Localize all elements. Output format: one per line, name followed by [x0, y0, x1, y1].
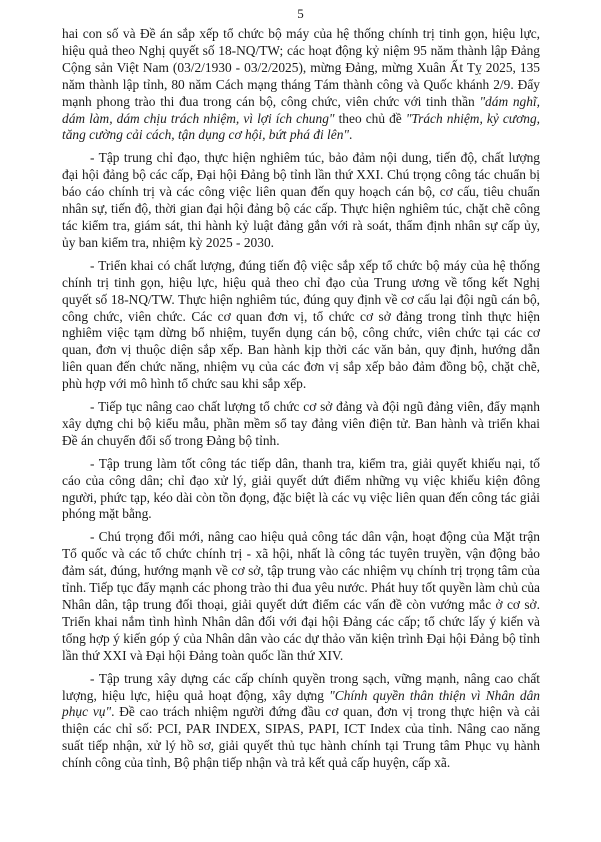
- page-number: 5: [297, 6, 304, 21]
- paragraph-mass-mobilization: - Chú trọng đổi mới, nâng cao hiệu quả công tác dân vận, hoạt động của Mặt trận Tổ quốc và các tổ chức chính trị - xã hội, nhất là công tác tuyên truyền, vận động bảo đảm sát, đúng, hướng mạnh về cơ sở, tập trung vào các nhiệm vụ chính trị trọng tâm của tỉnh. Tiếp tục đẩy mạnh các phong trào thi đua yêu nước. Phát huy tốt quyền làm chủ của Nhân dân, tập trung đối thoại, giải quyết dứt điểm các vấn đề còn vướng mắc ở cơ sở. Triển khai nắm tình hình Nhân dân đối với đại hội Đảng các cấp; tổ chức lấy ý kiến và tổng hợp ý kiến góp ý của Nhân dân vào các dự thảo văn kiện trình Đại hội Đảng bộ tỉnh lần thứ XXI và Đại hội Đảng toàn quốc lần thứ XIV.: [62, 529, 540, 663]
- document-body: [62, 26, 540, 778]
- paragraph-party-cells: - Tiếp tục nâng cao chất lượng tổ chức cơ sở đảng và đội ngũ đảng viên, đẩy mạnh xây dựng chi bộ kiểu mẫu, phần mềm sổ tay đảng viên điện tử. Ban hành và triển khai Đề án chuyển đổi số trong Đảng bộ tỉnh.: [62, 399, 540, 448]
- quoted-theme: "Trách nhiệm, kỷ cương, tăng cường cải cách, tận dụng cơ hội, bứt phá đi lên": [62, 110, 540, 143]
- paragraph-continuation: hai con số và Đề án sắp xếp tổ chức bộ máy của hệ thống chính trị tinh gọn, hiệu lực, hiệu quả theo Nghị quyết số 18-NQ/TW; các hoạt động kỷ niệm 95 năm thành lập Đảng Cộng sản Việt Nam (03/2/1930 - 03/2/2025), mừng Đảng, mừng Xuân Ất Tỵ 2025, 135 năm thành lập tỉnh, 80 năm Cách mạng tháng Tám thành công và Quốc khánh 2/9. Đẩy mạnh phong trào thi đua trong cán bộ, công chức, viên chức với tinh thần "dám nghĩ, dám làm, dám chịu trách nhiệm, vì lợi ích chung" theo chủ đề "Trách nhiệm, kỷ cương, tăng cường cải cách, tận dụng cơ hội, bứt phá đi lên".: [62, 26, 540, 143]
- paragraph-citizen-reception: - Tập trung làm tốt công tác tiếp dân, thanh tra, kiểm tra, giải quyết khiếu nại, tố cáo của công dân; chỉ đạo xử lý, giải quyết dứt điểm những vụ việc khiếu kiện đông người, phức tạp, kéo dài còn tồn đọng, đặc biệt là các vụ việc liên quan đến công tác giải phóng mặt bằng.: [62, 455, 540, 522]
- paragraph-government-building: - Tập trung xây dựng các cấp chính quyền trong sạch, vững mạnh, nâng cao chất lượng, hiệu lực, hiệu quả hoạt động, xây dựng "Chính quyền thân thiện vì Nhân dân phục vụ". Đề cao trách nhiệm người đứng đầu cơ quan, đơn vị trong thực hiện và cải thiện các chỉ số: PCI, PAR INDEX, SIPAS, PAPI, ICT Index của tỉnh. Nâng cao năng suất tiếp nhận, xử lý hồ sơ, giải quyết thủ tục hành chính tại Trung tâm Phục vụ hành chính công của tỉnh, Bộ phận tiếp nhận và trả kết quả cấp huyện, cấp xã.: [62, 670, 540, 771]
- quoted-slogan: "dám nghĩ, dám làm, dám chịu trách nhiệm, vì lợi ích chung": [62, 93, 540, 126]
- paragraph-party-congress: - Tập trung chỉ đạo, thực hiện nghiêm túc, bảo đảm nội dung, tiến độ, chất lượng đại hội đảng bộ các cấp, Đại hội Đảng bộ tỉnh lần thứ XXI. Chú trọng công tác chuẩn bị báo cáo chính trị và các công việc liên quan đến quy hoạch cán bộ, cơ cấu, tiêu chuẩn nhân sự, tiến độ, thời gian đại hội đảng bộ các cấp. Thực hiện nghiêm túc, chặt chẽ công tác kiểm tra, giám sát, thi hành kỷ luật đảng gắn với rà soát, thẩm định nhân sự cấp ủy, ủy ban kiểm tra, nhiệm kỳ 2025 - 2030.: [62, 150, 540, 250]
- quoted-government-motto: "Chính quyền thân thiện vì Nhân dân phục vụ": [62, 687, 540, 720]
- paragraph-apparatus-restructure: - Triển khai có chất lượng, đúng tiến độ việc sắp xếp tổ chức bộ máy của hệ thống chính trị tinh gọn, hiệu lực, hiệu quả theo chỉ đạo của Trung ương về tổng kết Nghị quyết số 18-NQ/TW. Thực hiện nghiêm túc, đúng quy định về cơ cấu lại đội ngũ cán bộ, công chức, viên chức. Các cơ quan đơn vị, tổ chức cơ sở đảng trong tỉnh thực hiện nghiêm việc tạm dừng bổ nhiệm, tuyển dụng cán bộ, công chức, viên chức tại các cơ quan, đơn vị thuộc diện sắp xếp. Ban hành kịp thời các văn bản, quy định, hướng dẫn liên quan đến chức năng, nhiệm vụ của các đơn vị sắp xếp bảo đảm đồng bộ, chặt chẽ, phù hợp với mô hình tổ chức sau khi sắp xếp.: [62, 257, 540, 392]
